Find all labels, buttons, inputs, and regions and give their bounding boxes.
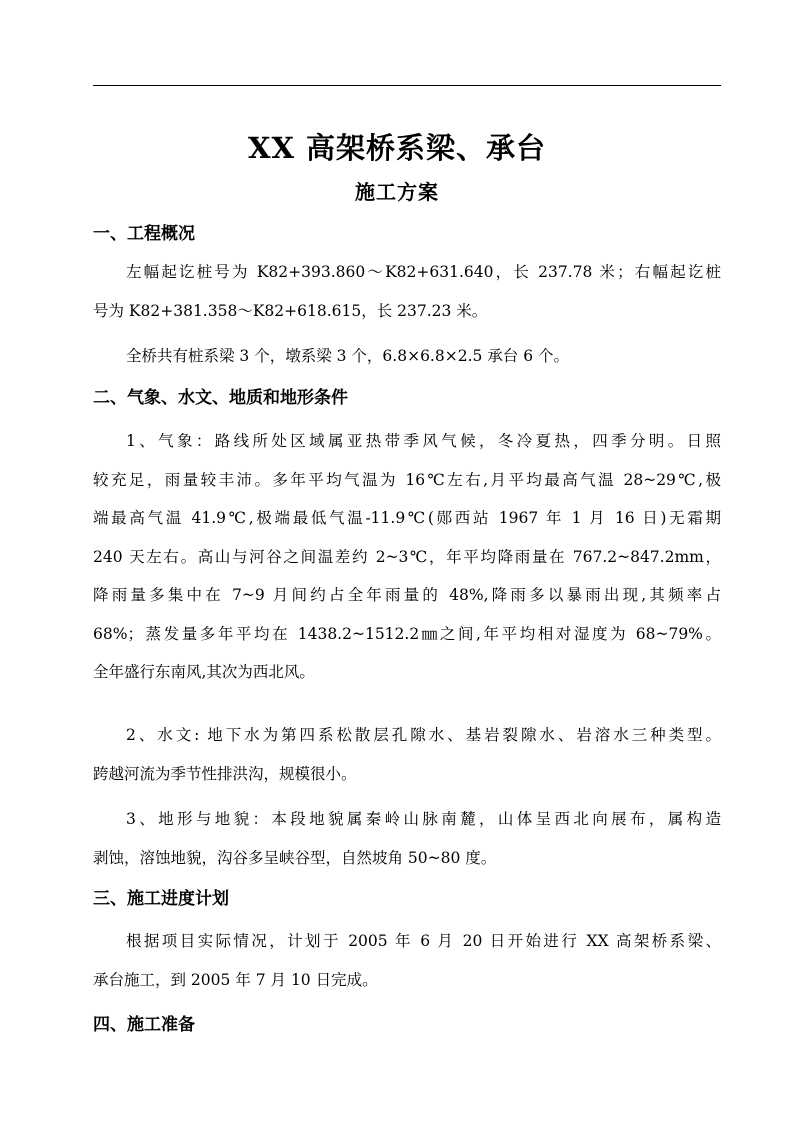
section-heading-3: 三、施工进度计划 (93, 889, 229, 909)
paragraph-terrain (93, 800, 721, 877)
section-heading-2: 二、气象、水文、地质和地形条件 (93, 388, 348, 408)
paragraph-line: 左幅起讫桩号为 K82+393.860～K82+631.640，长 237.78 米；右幅起讫桩 (126, 263, 721, 281)
paragraph-line: 根据项目实际情况，计划于 2005 年 6 月 20 日开始进行 XX 高架桥系梁、 (126, 932, 721, 950)
paragraph-line: 跨越河流为季节性排洪沟，规模很小。 (93, 764, 357, 783)
paragraph-line: 较充足，雨量较丰沛。多年平均气温为 16℃左右,月平均最高气温 28~29℃,极 (93, 470, 721, 489)
paragraph-hydrology (93, 716, 721, 793)
document-subtitle: 施工方案 (355, 180, 439, 204)
paragraph-line: 端最高气温 41.9℃,极端最低气温-11.9℃(郧西站 1967 年 1 月 16 日)无霜期 (93, 509, 721, 527)
paragraph-line: 3、地形与地貌：本段地貌属秦岭山脉南麓，山体呈西北向展布，属构造 (126, 810, 721, 828)
paragraph-project-overview-1 (93, 253, 721, 330)
section-heading-4: 四、施工准备 (93, 1015, 195, 1035)
paragraph-line: 68%；蒸发量多年平均在 1438.2~1512.2㎜之间,年平均相对湿度为 68~79%。 (93, 624, 721, 643)
paragraph-line: 240 天左右。高山与河谷之间温差约 2~3℃，年平均降雨量在 767.2~847.2mm， (93, 547, 721, 566)
paragraph-line: 剥蚀，溶蚀地貌，沟谷多呈峡谷型，自然坡角 50~80 度。 (93, 848, 497, 867)
paragraph-line: 号为 K82+381.358～K82+618.615，长 237.23 米。 (93, 301, 488, 320)
paragraph-climate (93, 422, 721, 692)
document-title: XX 高架桥系梁、承台 (247, 131, 547, 165)
paragraph-line: 1、气象：路线所处区域属亚热带季风气候，冬冷夏热，四季分明。日照 (126, 432, 721, 450)
paragraph-line: 降雨量多集中在 7~9 月间约占全年雨量的 48%,降雨多以暴雨出现,其频率占 (93, 586, 721, 604)
paragraph-schedule (93, 922, 721, 999)
header-rule (93, 85, 721, 86)
paragraph-line: 2、水文: 地下水为第四系松散层孔隙水、基岩裂隙水、岩溶水三种类型。 (126, 726, 721, 744)
paragraph-line: 全年盛行东南风,其次为西北风。 (93, 663, 315, 681)
paragraph-line: 承台施工，到 2005 年 7 月 10 日完成。 (93, 970, 378, 989)
section-heading-1: 一、工程概况 (93, 224, 195, 244)
paragraph-line: 全桥共有桩系梁 3 个，墩系梁 3 个，6.8×6.8×2.5 承台 6 个。 (126, 347, 570, 365)
paragraph-project-overview-2 (93, 337, 721, 376)
